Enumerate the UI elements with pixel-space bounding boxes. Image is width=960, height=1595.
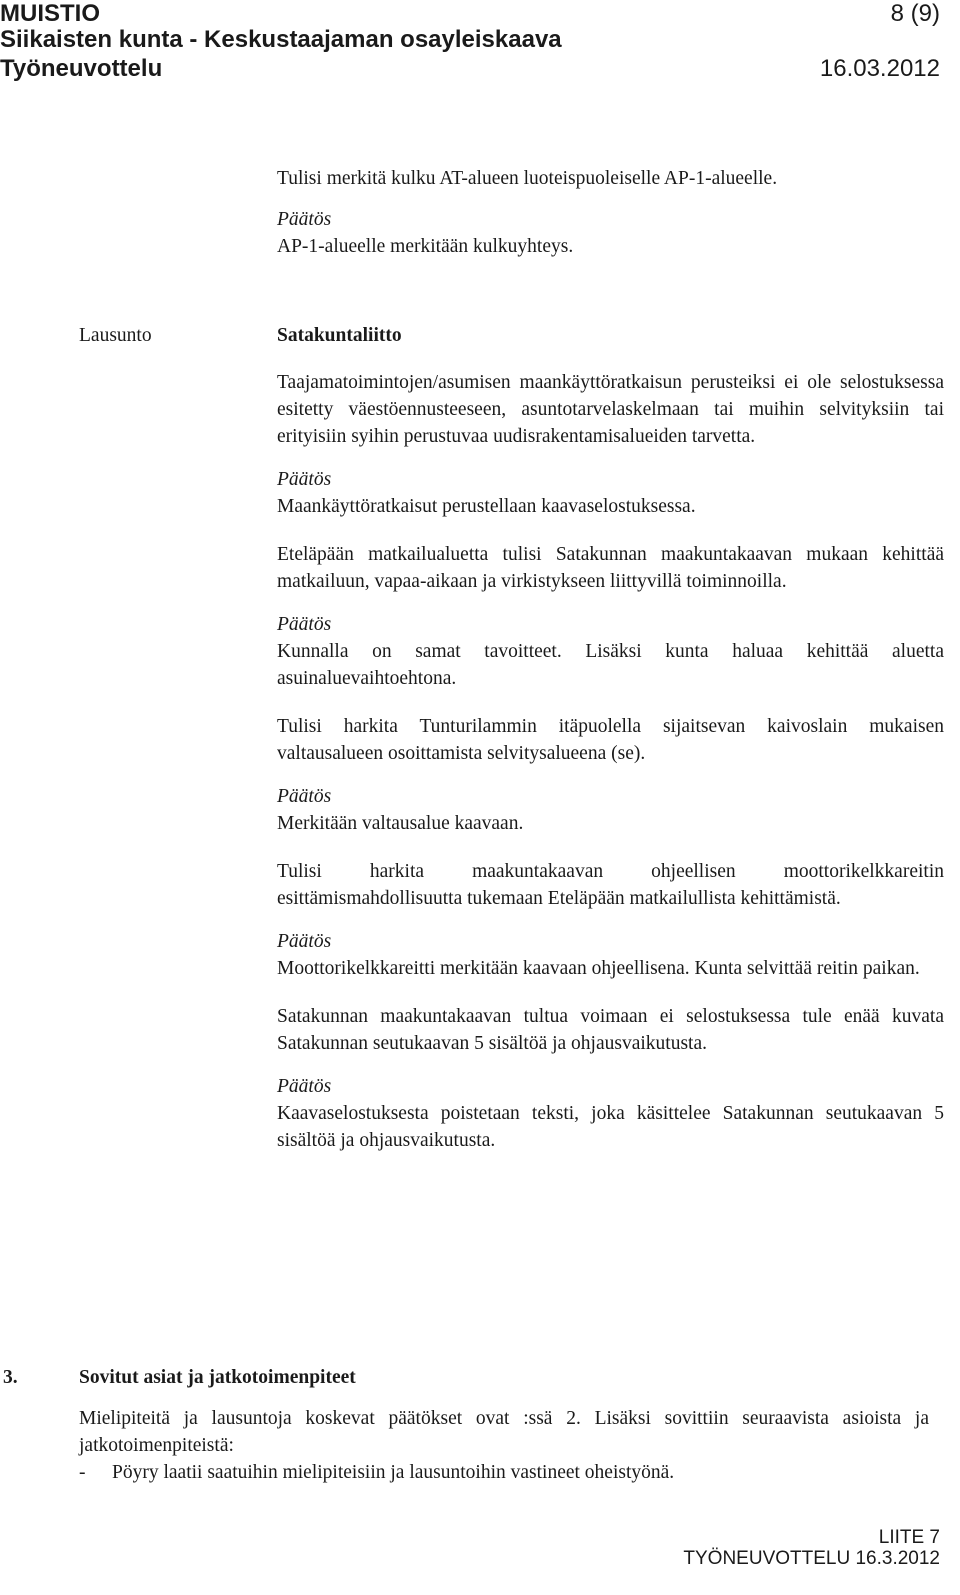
meeting-type: Työneuvottelu <box>0 55 163 82</box>
decision-label: Päätös <box>277 209 332 230</box>
decision-text: Kunnalla on samat tavoitteet. Lisäksi kunta haluaa kehittää aluetta asuinaluevaihtoehtona. <box>277 641 944 689</box>
section-number: 3. <box>3 1367 18 1388</box>
decision-label: Päätös <box>277 614 332 635</box>
decision-label: Päätös <box>277 931 332 952</box>
statement-label: Lausunto <box>79 325 152 346</box>
bullet-item: Pöyry laatii saatuihin mielipiteisiin ja lausuntoihin vastineet oheistyönä. <box>112 1462 675 1483</box>
decision-text: Merkitään valtausalue kaavaan. <box>277 813 524 834</box>
statement-text: Satakunnan maakuntakaavan tultua voimaan ei selostuksessa tule enää kuvata Satakunnan seutukaavan 5 sisältöä ja ohjausvaikutusta. <box>277 1006 944 1054</box>
bullet-marker: - <box>79 1462 86 1483</box>
meeting-date: 16.03.2012 <box>819 55 940 82</box>
intro-section <box>277 165 944 260</box>
project-title: Siikaisten kunta - Keskustaajaman osayleiskaava <box>0 26 562 53</box>
decision-text: Kaavaselostuksesta poistetaan teksti, joka käsittelee Satakunnan seutukaavan 5 sisältöä ja ohjausvaikutusta. <box>277 1103 944 1151</box>
section-title: Sovitut asiat ja jatkotoimenpiteet <box>79 1367 356 1388</box>
statement-item <box>277 713 944 837</box>
statement-item <box>277 541 944 692</box>
section3-paragraph: Mielipiteitä ja lausuntoja koskevat päätökset ovat :ssä 2. Lisäksi sovittiin seuraavista asioista ja jatkotoimenpiteistä: <box>79 1408 929 1456</box>
decision-text: Maankäyttöratkaisut perustellaan kaavaselostuksessa. <box>277 496 696 517</box>
decision-text: Moottorikelkkareitti merkitään kaavaan ohjeellisena. Kunta selvittää reitin paikan. <box>277 958 920 979</box>
footer-meeting-date: TYÖNEUVOTTELU 16.3.2012 <box>683 1548 940 1569</box>
decision-label: Päätös <box>277 469 332 490</box>
statement-text: Taajamatoimintojen/asumisen maankäyttöratkaisun perusteiksi ei ole selostuksessa esitetty väestöennusteeseen, asuntotarvelaskelmaan tai muihin selvityksiin tai erityisiin syihin perustuvaa uudisrakentamisalueiden tarvetta. <box>277 372 944 447</box>
statement-text: Eteläpään matkailualuetta tulisi Satakunnan maakuntakaavan mukaan kehittää matkailuun, vapaa-aikaan ja virkistykseen liittyvillä toiminnoilla. <box>277 544 944 592</box>
statement-item <box>277 858 944 982</box>
statement-text: Tulisi harkita Tunturilammin itäpuolella sijaitsevan kaivoslain mukaisen valtausalueen osoittamista selvitysalueena (se). <box>277 716 944 764</box>
attachment-label: LIITE 7 <box>878 1527 940 1548</box>
doc-type: MUISTIO <box>0 0 100 27</box>
statement-item <box>277 369 944 520</box>
decision-label: Päätös <box>277 786 332 807</box>
statement-text: Tulisi harkita maakuntakaavan ohjeellisen moottorikelkkareitin esittämismahdollisuutta tukemaan Eteläpään matkailullista kehittämistä. <box>277 861 944 909</box>
intro-statement: Tulisi merkitä kulku AT-alueen luoteispuoleiselle AP-1-alueelle. <box>277 168 778 189</box>
statement-section <box>277 322 944 1154</box>
section3-body <box>79 1405 929 1459</box>
intro-decision: AP-1-alueelle merkitään kulkuyhteys. <box>277 236 574 257</box>
page-number: 8 (9) <box>890 0 940 27</box>
decision-label: Päätös <box>277 1076 332 1097</box>
statement-org: Satakuntaliitto <box>277 325 402 346</box>
statement-item <box>277 1003 944 1154</box>
